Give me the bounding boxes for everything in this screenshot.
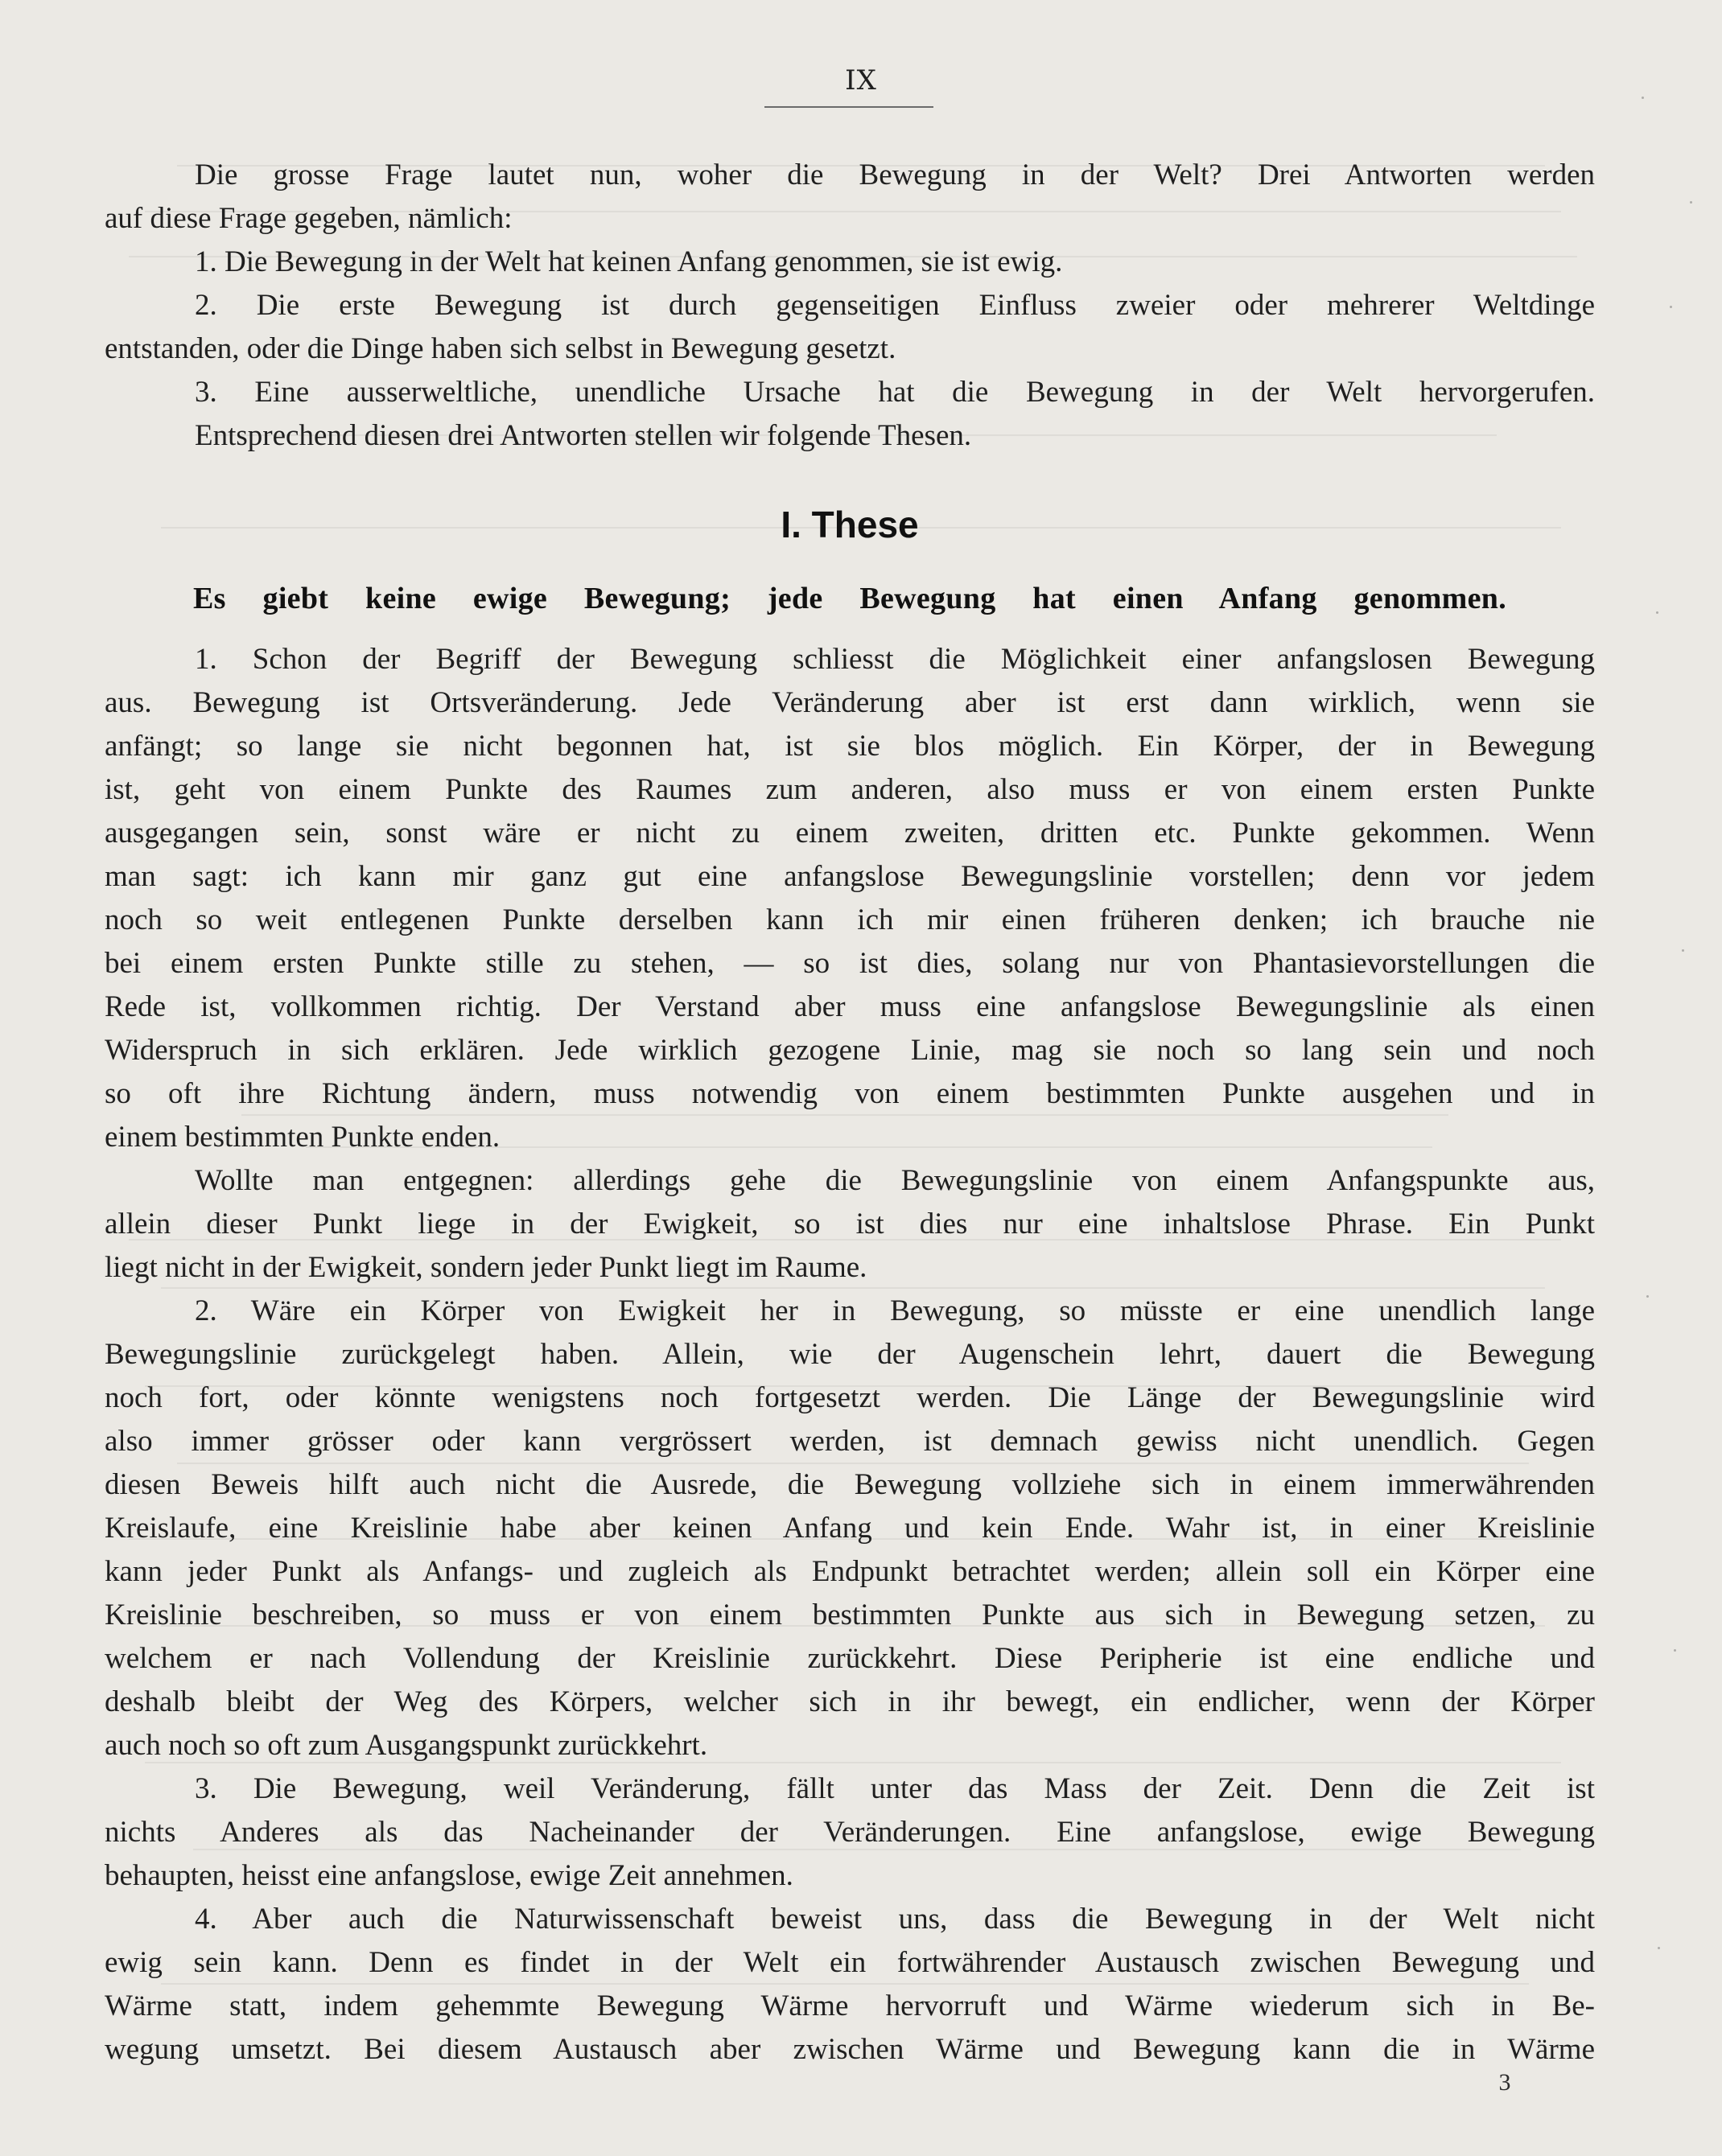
text-line: nichts Anderes als das Nacheinander der Veränderungen. Eine anfangslose, ewige Bewegung [105,1816,1595,1849]
text-line: deshalb bleibt der Weg des Körpers, welcher sich in ihr bewegt, ein endlicher, wenn der Körper [105,1685,1595,1718]
text-line: 4. Aber auch die Naturwissenschaft beweist uns, dass die Bewegung in der Welt nicht [195,1903,1595,1936]
text-line: Kreislinie beschreiben, so muss er von einem bestimmten Punkte aus sich in Bewegung setzen, zu [105,1598,1595,1631]
thesis-statement: Es giebt keine ewige Bewegung; jede Bewegung hat einen Anfang genommen. [193,582,1506,615]
text-line: anfängt; so lange sie nicht begonnen hat, ist sie blos möglich. Ein Körper, der in Bewegung [105,730,1595,763]
text-line: man sagt: ich kann mir ganz gut eine anfangslose Bewegungslinie vorstellen; denn vor jedem [105,860,1595,893]
list-item-3: 3. Eine ausserweltliche, unendliche Ursache hat die Bewegung in der Welt hervorgerufen. [195,376,1595,409]
text-line: aus. Bewegung ist Ortsveränderung. Jede Veränderung aber ist erst dann wirklich, wenn sie [105,686,1595,719]
text-line: Widerspruch in sich erklären. Jede wirklich gezogene Linie, mag sie noch so lang sein und noch [105,1034,1595,1067]
text-line: Wollte man entgegnen: allerdings gehe die Bewegungslinie von einem Anfangspunkte aus, [195,1164,1595,1197]
page-number: IX [845,64,877,97]
text-line: noch so weit entlegenen Punkte derselben kann ich mir einen früheren denken; ich brauche nie [105,903,1595,936]
text-line: Die grosse Frage lautet nun, woher die Bewegung in der Welt? Drei Antworten werden [195,158,1595,191]
text-line: auf diese Frage gegeben, nämlich: [105,202,513,235]
header-rule [764,106,933,108]
text-line: wegung umsetzt. Bei diesem Austausch aber zwischen Wärme und Bewegung kann die in Wärme [105,2033,1595,2066]
text-line: ist, geht von einem Punkte des Raumes zum anderen, also muss er von einem ersten Punkte [105,773,1595,806]
list-item-2: 2. Die erste Bewegung ist durch gegenseitigen Einfluss zweier oder mehrerer Weltdinge [195,289,1595,322]
text-line: kann jeder Punkt als Anfangs- und zugleich als Endpunkt betrachtet werden; allein soll ein Körper eine [105,1555,1595,1588]
list-item-1: 1. Die Bewegung in der Welt hat keinen Anfang genommen, sie ist ewig. [195,245,1063,278]
text-line: Rede ist, vollkommen richtig. Der Verstand aber muss eine anfangslose Bewegungslinie als einen [105,990,1595,1023]
text-line: diesen Beweis hilft auch nicht die Ausrede, die Bewegung vollziehe sich in einem immerwährenden [105,1468,1595,1501]
text-line: Wärme statt, indem gehemmte Bewegung Wärme hervorruft und Wärme wiederum sich in Be- [105,1989,1595,2022]
signature-mark: 3 [1498,2069,1511,2096]
text-line: Entsprechend diesen drei Antworten stellen wir folgende Thesen. [195,419,972,452]
text-line: bei einem ersten Punkte stille zu stehen, — so ist dies, solang nur von Phantasievorstellungen die [105,947,1595,980]
text-line: 2. Wäre ein Körper von Ewigkeit her in Bewegung, so müsste er eine unendlich lange [195,1294,1595,1327]
text-line: Bewegungslinie zurückgelegt haben. Allein, wie der Augenschein lehrt, dauert die Bewegung [105,1338,1595,1371]
section-heading: I. These [781,504,919,545]
text-line: allein dieser Punkt liege in der Ewigkeit, so ist dies nur eine inhaltslose Phrase. Ein Punkt [105,1208,1595,1241]
text-line: so oft ihre Richtung ändern, muss notwendig von einem bestimmten Punkte ausgehen und in [105,1077,1595,1110]
text-line: ausgegangen sein, sonst wäre er nicht zu einem zweiten, dritten etc. Punkte gekommen. Wenn [105,817,1595,850]
text-line: also immer grösser oder kann vergrössert werden, ist demnach gewiss nicht unendlich. Gegen [105,1425,1595,1458]
text-line: 3. Die Bewegung, weil Veränderung, fällt unter das Mass der Zeit. Denn die Zeit ist [195,1772,1595,1805]
text-line: 1. Schon der Begriff der Bewegung schliesst die Möglichkeit einer anfangslosen Bewegung [195,643,1595,676]
text-line: entstanden, oder die Dinge haben sich selbst in Bewegung gesetzt. [105,332,896,365]
text-line: noch fort, oder könnte wenigstens noch fortgesetzt werden. Die Länge der Bewegungslinie wird [105,1381,1595,1414]
text-line: ewig sein kann. Denn es findet in der Welt ein fortwährender Austausch zwischen Bewegung und [105,1946,1595,1979]
text-line: einem bestimmten Punkte enden. [105,1121,501,1154]
text-line: behaupten, heisst eine anfangslose, ewige Zeit annehmen. [105,1859,793,1892]
text-line: auch noch so oft zum Ausgangspunkt zurückkehrt. [105,1729,708,1762]
text-line: Kreislaufe, eine Kreislinie habe aber keinen Anfang und kein Ende. Wahr ist, in einer Kreislinie [105,1512,1595,1545]
text-line: welchem er nach Vollendung der Kreislinie zurückkehrt. Diese Peripherie ist eine endliche und [105,1642,1595,1675]
text-line: liegt nicht in der Ewigkeit, sondern jeder Punkt liegt im Raume. [105,1251,867,1284]
